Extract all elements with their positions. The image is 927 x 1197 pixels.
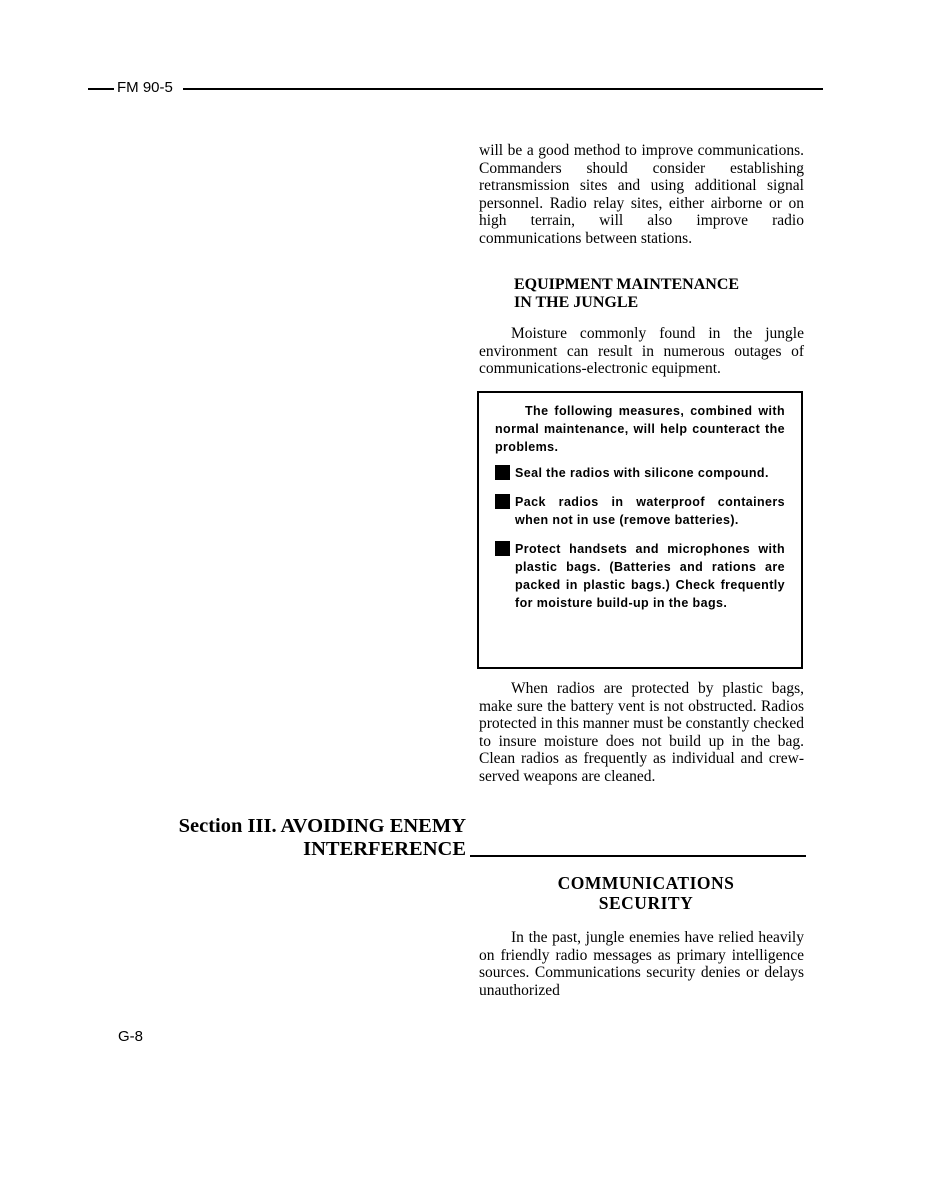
equipment-heading-line1: EQUIPMENT MAINTENANCE [514,276,740,293]
comsec-heading-line1: COMMUNICATIONS [557,873,735,893]
notice-bullet-text: Seal the radios with silicone compound. [515,466,769,480]
comsec-heading [479,873,813,913]
comsec-paragraph: In the past, jungle enemies have relied heavily on friendly radio messages as primary intelligence sources. Communications security denies or delays unauthorized [479,929,804,999]
comsec-heading-line2: SECURITY [598,893,694,913]
header-label: FM 90-5 [117,79,173,96]
notice-bullet [495,540,785,612]
square-bullet-icon [495,541,510,556]
intro-paragraph: will be a good method to improve communications. Commanders should consider establishing retransmission sites and using additional signal personnel. Radio relay sites, either airborne or on high terrain, will also improve radio communications between stations. [479,142,804,247]
square-bullet-icon [495,465,510,480]
section-title [118,815,466,861]
header-rule-left [88,88,114,90]
section-title-line1: Section III. AVOIDING ENEMY [178,815,466,837]
section-rule [470,855,806,857]
equipment-paragraph: Moisture commonly found in the jungle environment can result in numerous outages of communications-electronic equipment. [479,325,804,378]
notice-box [477,391,803,669]
square-bullet-icon [495,494,510,509]
after-box-paragraph: When radios are protected by plastic bags, make sure the battery vent is not obstructed. Radios protected in this manner must be constantly checked to insure moisture does not build up in the bag. Clean radios as frequently as individual and crew-served weapons are cleaned. [479,680,804,785]
notice-bullet [495,464,785,482]
notice-bullet-text: Pack radios in waterproof containers when not in use (remove batteries). [515,495,785,527]
notice-bullet [495,493,785,529]
equipment-heading [514,276,804,312]
equipment-heading-line2: IN THE JUNGLE [514,294,639,311]
header-rule-right [183,88,823,90]
notice-intro: The following measures, combined with normal maintenance, will help counteract the problems. [495,404,785,454]
page-number: G-8 [118,1028,144,1045]
section-title-line2: INTERFERENCE [303,838,466,860]
notice-bullet-text: Protect handsets and microphones with plastic bags. (Batteries and rations are packed in plastic bags.) Check frequently for moisture build-up in the bags. [515,542,785,610]
